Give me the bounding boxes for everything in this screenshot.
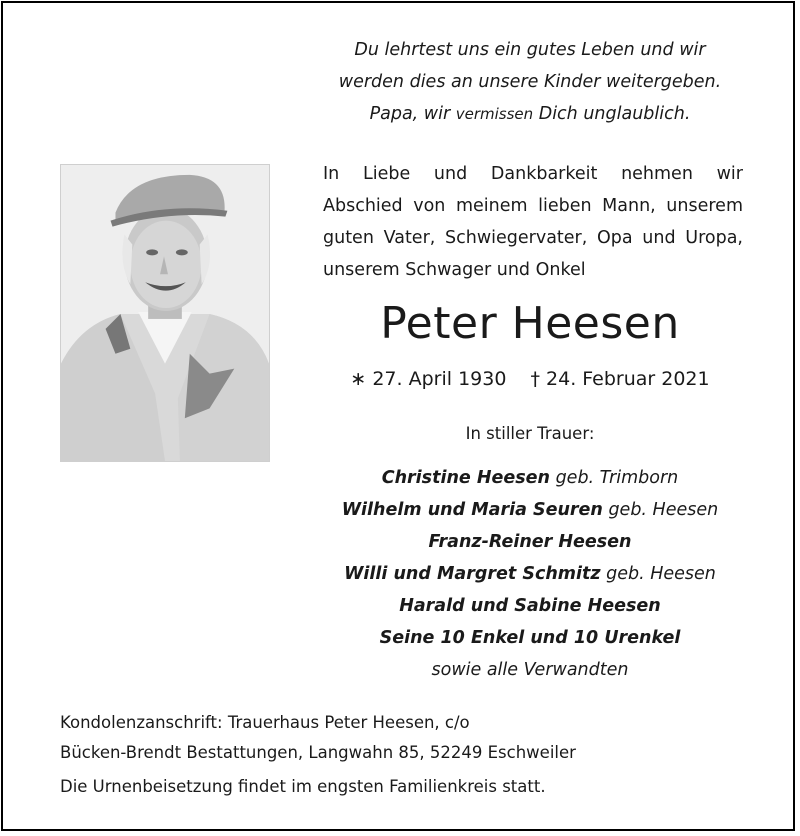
mourner-note: geb. Trimborn xyxy=(550,468,679,488)
mourner-name: Franz-Reiner Heesen xyxy=(428,532,632,552)
deceased-name: Peter Heesen xyxy=(380,298,680,349)
intro-text xyxy=(323,158,743,286)
mourner-row xyxy=(300,654,760,686)
quote-line: Du lehrtest uns ein gutes Leben und wir xyxy=(354,40,706,60)
mourner-row xyxy=(300,622,760,654)
birth-date: 27. April 1930 xyxy=(372,368,507,390)
footer-info xyxy=(60,708,740,802)
mourner-note: geb. Heesen xyxy=(602,500,719,520)
quote-text: Papa, wir xyxy=(369,104,456,124)
mourning-label: In stiller Trauer: xyxy=(465,424,595,443)
life-dates xyxy=(320,368,740,390)
mourner-name: Christine Heesen xyxy=(381,468,551,488)
mourner-note: sowie alle Verwandten xyxy=(431,660,629,680)
death-date: 24. Februar 2021 xyxy=(546,368,710,390)
mourner-name: Wilhelm und Maria Seuren xyxy=(341,500,603,520)
portrait-photo xyxy=(60,164,270,462)
mourners-list xyxy=(300,462,760,686)
mourner-name: Seine 10 Enkel und 10 Urenkel xyxy=(379,628,681,648)
intro-line: Abschied von meinem lieben Mann, unserem xyxy=(323,196,743,216)
death-cross-icon: † xyxy=(530,368,540,390)
quote-text: Dich unglaublich. xyxy=(533,104,691,124)
birth-star-icon: ∗ xyxy=(350,368,367,390)
mourner-row xyxy=(300,462,760,494)
mourner-row xyxy=(300,494,760,526)
intro-line: In Liebe und Dankbarkeit nehmen wir xyxy=(323,164,743,184)
mourner-row xyxy=(300,590,760,622)
mourner-name: Willi und Margret Schmitz xyxy=(344,564,601,584)
quote-line xyxy=(320,98,740,130)
mourner-name: Harald und Sabine Heesen xyxy=(399,596,661,616)
quote-line: werden dies an unsere Kinder weitergeben. xyxy=(338,72,722,92)
intro-line: guten Vater, Schwiegervater, Opa und Uropa, xyxy=(323,228,743,248)
condolence-address: Bücken-Brendt Bestattungen, Langwahn 85, 52249 Eschweiler xyxy=(60,743,576,762)
quote-text-small: vermissen xyxy=(455,105,534,123)
memorial-quote xyxy=(320,34,740,130)
mourner-row xyxy=(300,558,760,590)
condolence-address: Kondolenzanschrift: Trauerhaus Peter Heesen, c/o xyxy=(60,713,470,732)
burial-note: Die Urnenbeisetzung findet im engsten Familienkreis statt. xyxy=(60,777,546,796)
mourner-note: geb. Heesen xyxy=(600,564,716,584)
intro-line: unserem Schwager und Onkel xyxy=(323,260,586,280)
mourner-row xyxy=(300,526,760,558)
